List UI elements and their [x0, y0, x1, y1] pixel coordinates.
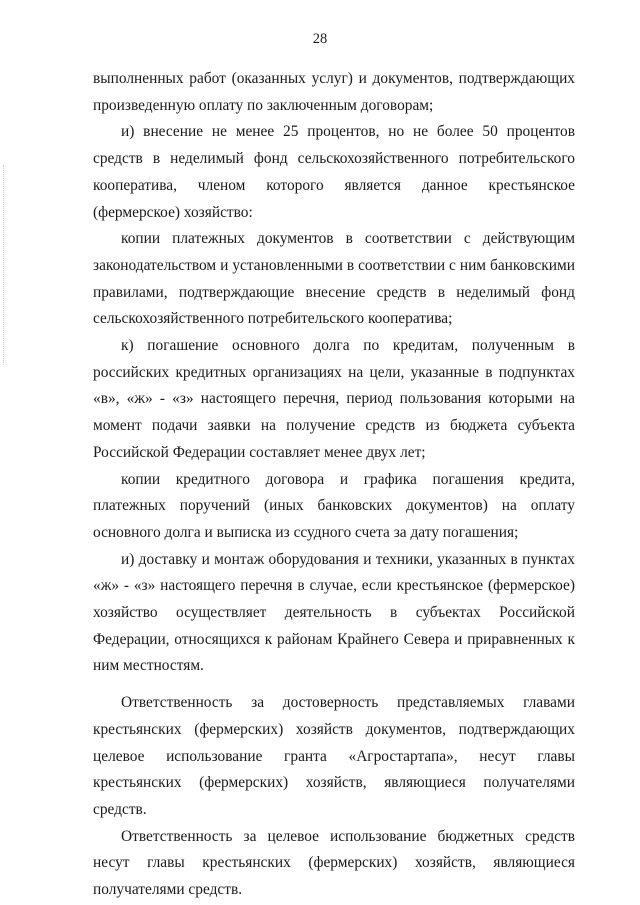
paragraph-payment-docs: копии платежных документов в соответствии с действующим законодательством и установленными в соответствии с ним банковскими правилами, подтверждающие внесение средств в неделимый фонд сельскохозяйственного потребительского кооператива; [93, 230, 575, 328]
paragraph-item-i-fund: и) внесение не менее 25 процентов, но не более 50 процентов средств в неделимый фонд сельскохозяйственного потребительского кооператива, членом которого является данное крестьянское (фермерское) хозяйство: [93, 123, 575, 221]
paragraph-item-i-delivery: и) доставку и монтаж оборудования и техники, указанных в пунктах «ж» - «з» настоящего перечня в случае, если крестьянское (фермерское) хозяйство осуществляет деятельность в субъектах Российской Федерации, относящихся к районам Крайнего Севера и приравненных к ним местностям. [93, 550, 575, 675]
paragraph-loan-docs: копии кредитного договора и графика погашения кредита, платежных поручений (иных банковских документов) на оплату основного долга и выписка из ссудного счета за дату погашения; [93, 470, 575, 541]
paragraph-item-k-loans: к) погашение основного долга по кредитам, полученным в российских кредитных организациях на цели, указанные в подпунктах «в», «ж» - «з» настоящего перечня, период пользования которыми на момент подачи заявки на получение средств из бюджета субъекта Российской Федерации составляет менее двух лет; [93, 337, 575, 461]
paragraph-responsibility-docs: Ответственность за достоверность представляемых главами крестьянских (фермерских) хозяйств документов, подтверждающих целевое использование гранта «Агростартапа», несут главы крестьянских (фермерских) хозяйств, являющиеся получателями средств. [93, 694, 575, 818]
paragraph-responsibility-funds: Ответственность за целевое использование бюджетных средств несут главы крестьянских (фермерских) хозяйств, являющиеся получателями средств. [93, 827, 575, 899]
page-number: 28 [312, 31, 328, 47]
document-body [93, 66, 575, 904]
paragraph-continuation: выполненных работ (оказанных услуг) и документов, подтверждающих произведенную оплату по заключенным договорам; [93, 70, 575, 114]
margin-binding-marks [3, 165, 8, 365]
